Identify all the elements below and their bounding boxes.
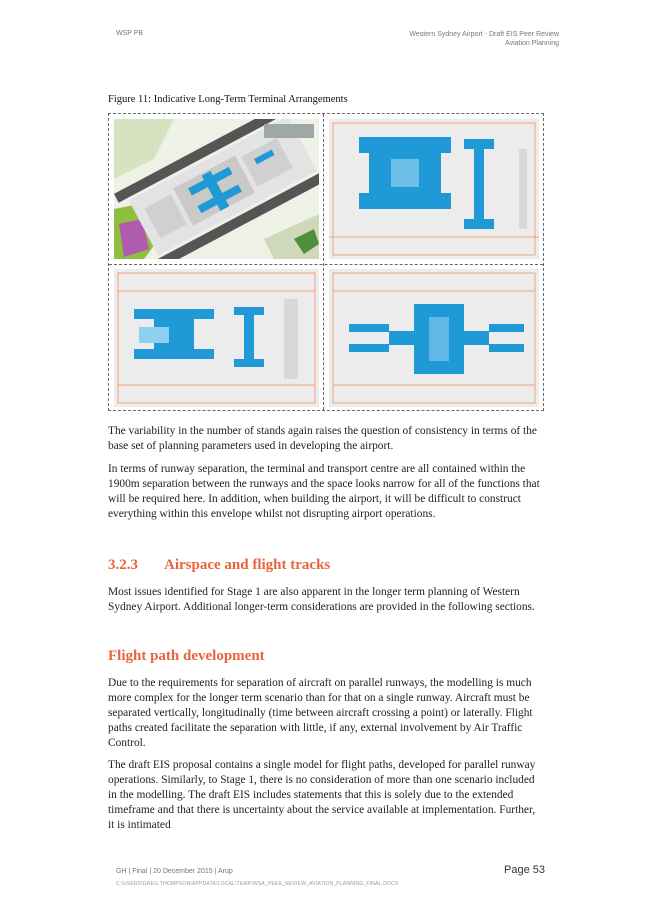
paragraph-draft-eis-proposal: The draft EIS proposal contains a single model for flight paths, developed for parallel runway operations. Similarly, to Stage 1, there is no consideration of more than one scenario included in the modelling. The draft EIS includes statements that this is solely due to the extended timeframe and that there is uncertainty about the service available at implementation. Further, it is intimated [108,759,536,831]
footer-file-path: C:\USERS\GREG.THOMPSON\APPDATA\LOCAL\TEMP\WSA_PEER_REVIEW_AVIATION_PLANNING_FINAL.DOCX [116,881,399,887]
header-org: WSP PB [116,30,144,37]
paragraph-stage1-issues: Most issues identified for Stage 1 are also apparent in the longer term planning of Western Sydney Airport. Additional longer-term considerations are provided in the following sections. [108,586,535,613]
figure-divider-horizontal [109,264,543,265]
section-title: Airspace and flight tracks [164,557,331,573]
site-plan-image [114,119,319,259]
terminal-layout-image-b [114,269,319,407]
header-doc-title-line1: Western Sydney Airport - Draft EIS Peer Review [409,31,559,38]
paragraph-separation-requirements: Due to the requirements for separation of aircraft on parallel runways, the modelling is much more complex for the longer term scenario than for that on a single runway. Aircraft must be separated vertically, longitudinally (time between aircraft crossing a point) or laterally. Flight paths created facilitate the separation with little, if any, external involvement by Air Traffic Control. [108,677,533,749]
figure-caption: Figure 11: Indicative Long-Term Terminal Arrangements [108,94,348,105]
terminal-layout-image-a [329,119,539,259]
section-number: 3.2.3 [108,557,138,573]
figure-divider-vertical [323,114,324,410]
paragraph-stand-variability: The variability in the number of stands again raises the question of consistency in terms of the base set of planning parameters used in developing the airport. [108,425,537,452]
subheading-flight-path: Flight path development [108,648,265,664]
paragraph-runway-separation: In terms of runway separation, the terminal and transport centre are all contained within the 1900m separation between the runways and the space looks narrow for all of the functions that will be required here. In addition, when building the airport, it will be difficult to construct everything within this envelope whilst not disrupting airport operations. [108,463,540,520]
footer-doc-info: GH | Final | 20 December 2015 | Arup [116,868,233,875]
header-doc-title-line2: Aviation Planning [505,40,559,47]
header-doc-title [409,30,559,48]
site-plan-panel [114,119,319,259]
terminal-layout-image-c [329,269,539,407]
terminal-layout-panel-a [329,119,539,259]
section-heading-airspace [108,557,330,574]
terminal-layout-panel-c [329,269,539,407]
page-number: Page 53 [504,864,545,876]
terminal-layout-panel-b [114,269,319,407]
figure-frame [108,113,544,411]
